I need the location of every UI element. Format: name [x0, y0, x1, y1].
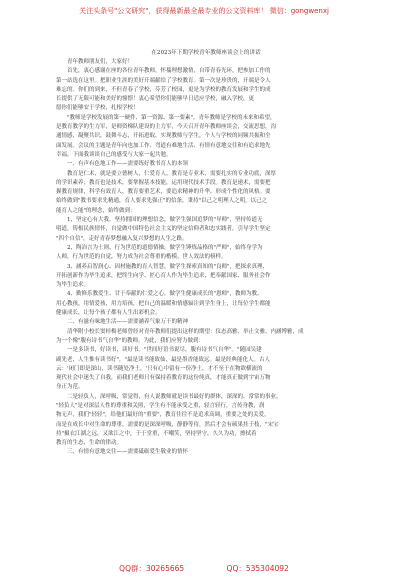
text-line: 清华附小校长窦桂梅老师曾经对青年教师们提出这样的期望：仪态高雅、举止文雅、内涵博雅，成	[67, 328, 304, 335]
text-line: 是教育教学的生力军，是师资梯队建设的主力军，今天召开青年教师座谈会，交流思想，沟	[56, 124, 277, 131]
text-line: 教育是仁术，就是要立德树人，仁爱育人。教育是专业术，需要扎实的专业功底，深厚	[67, 170, 277, 177]
section-heading: 二、有滋有味地生活——需要涵养气象万千的精神	[67, 319, 189, 326]
text-line: 一是多读书，好读书，读好书。"世间好语书说尽，腹有诗书气自华"。"随园吴建	[67, 347, 262, 354]
text-line: 副先老，人生惟有读书好"，"最是读书能致仙，最是墨香能致远。最是经典能化人。古人	[56, 356, 271, 363]
text-line: 首先，衷心感谢在座的各位青年教师，怀揣理想激情，自带青春光环，把参加工作的	[67, 68, 271, 75]
text-line: 4、勤修乐教爱生、甘于奉献的仁爱之心，做学生健康成长的"恩师"，教师为教、	[67, 291, 263, 298]
text-line: 为毕生追求。	[56, 282, 90, 289]
document-body	[56, 48, 356, 553]
text-line: 长提供了无限可能和美好的憧憬！衷心希望你们能够早日适应学校，融入学校，更	[56, 96, 255, 103]
promo-banner	[0, 6, 408, 16]
text-line: 3、涵养启智润心、因材施教的育人智慧，做学生探索真知的"良师"，把探求真理、	[67, 263, 269, 270]
document-title: 在2023年下期学校青年教师座谈会上的讲话	[151, 50, 261, 56]
text-line: 为一个像"腹有诗书气自华"的教师。为此，我们应努力做到：	[56, 337, 205, 344]
footer-contact	[0, 563, 408, 574]
footer-qq-group: QQ群：30265665	[119, 564, 185, 573]
text-line: 开拓创新作为毕生追求，把终生向学、匠心育人作为毕生追求，把奉献国家、服务社会作	[56, 272, 271, 279]
text-line: 幸福。下面我谈谈自己的感受与大家一起共勉。	[56, 151, 172, 158]
text-line: 始终做到"教书要求先精通，育人要求先强正"的信条，秉持"以己之明理人之明，以己之	[56, 198, 268, 205]
text-line: 教育的生态、生命的律动。	[56, 440, 123, 447]
text-line: 持"摄衣江湖之远，又欲江之中，于于堂重，不嘲笑，坚持坚守，久久为功，擦拭着	[56, 430, 257, 437]
text-line: 1、坚定心有大我。坚持拥国的理想信念，做学生强国追梦的"导师"，坚持传道无	[67, 217, 263, 224]
text-line: 2、陶冶言为士则、行为世范的道德情操，做学生锤炼品格的"严师"，始终身学为	[67, 244, 263, 251]
text-line: 用心教孩，用情爱孩，用力培孩，把自己的温暖和情感辐注到学生身上，让每位学生都能	[56, 300, 271, 307]
section-heading: 三、有情有意地交往——需要砥砺爱生敬业的情怀	[67, 449, 189, 456]
text-line: 身正为范。	[56, 384, 84, 391]
text-line: "教师是学校发展的第一硬件、第一资源、第一要素"，青年教师是学校的未来和希望，	[67, 114, 276, 121]
text-line: 明道，铸根民族情怀，自觉做中国特色社会主义的坚定信仰者和忠实践者，引导学生坚定	[56, 226, 271, 233]
text-line: 人师，行为世范的自觉，努力成为社会尊重的楷模、世人效法的榜样。	[56, 254, 227, 261]
text-line: "四个自信"，走好青春梦想融入复兴梦想的人生之路。	[56, 235, 188, 242]
footer-qq: QQ：535304092	[226, 564, 289, 573]
text-line: 健康成长，让每个孩子都有人生出彩机会。	[56, 310, 161, 317]
text-line: 二是轻负人，深呼吸，常觉得，有人说教师就是读书最好的群体，深深的、常常的事业，	[67, 393, 282, 400]
text-line: 的学识素养；教育也是技术，要掌握基本技能，运用现代技术手段。教育是递术，需要把	[56, 179, 271, 186]
document-paragraphs	[56, 58, 356, 458]
section-heading: 一、有声有色地工作——需要练好教书育人的本领	[67, 161, 189, 168]
text-line: "轻负人"是对深层人性的尊重和关照，学生有不能承受之重，轻言轻行，言传身教，润	[56, 402, 265, 409]
text-line: 通情感，凝聚共识，鼓舞斗志，开拓进取，实现教师与学生，个人与学校的同频共振和全	[56, 133, 271, 140]
text-line: 青年教师朋友们，大家好！	[67, 59, 134, 65]
text-line: 面发展。会议的主题是青年向也加工作、弯道有难地生活、有情有意地交往和有追求地先	[56, 142, 271, 149]
text-line: 而是在成长中对生命的尊重，需要的是深深呼吸，静静等待，然后才会有硕果挂于枝，"宋宝	[56, 421, 279, 428]
text-line: 物无声，我们"轻轻"，给他们最好的"重要"，教育往往不是追求高调，重要之处的关爱，	[56, 412, 270, 419]
promo-banner-text: 关注头条号"公文研究"，获得最新最全最专业的公文资料库！ 微信：gongwenxj	[79, 7, 329, 15]
text-line: 第一站选在这里。把职业生涯的美好开端献给了学校教育。第一次是珍贵的，开端是令人	[56, 77, 271, 84]
text-line: 云：'闭门即是深山，读书随处净土。'只有心中留有一份净土，才不至于在物欲横流的	[56, 365, 263, 372]
text-line: 现代社会中迷失了自我，而我们老师只有保持着教育的这份纯真，才能真正做到宇宙万物	[56, 375, 271, 382]
text-line: 握教育规律，科学有效育人，教育要重艺术，要追求精神的升华，形成个性化的风格。要	[56, 189, 271, 196]
text-line: 愿你们能够安于学校，扎根学校！	[56, 105, 139, 112]
text-line: 能育人之能"的理念，始终做到：	[56, 207, 136, 214]
text-line: 难忘的。你们的到来，不但青春了学校，芬芳了校园，更是为学校的教育发展和学生的成	[56, 86, 271, 93]
